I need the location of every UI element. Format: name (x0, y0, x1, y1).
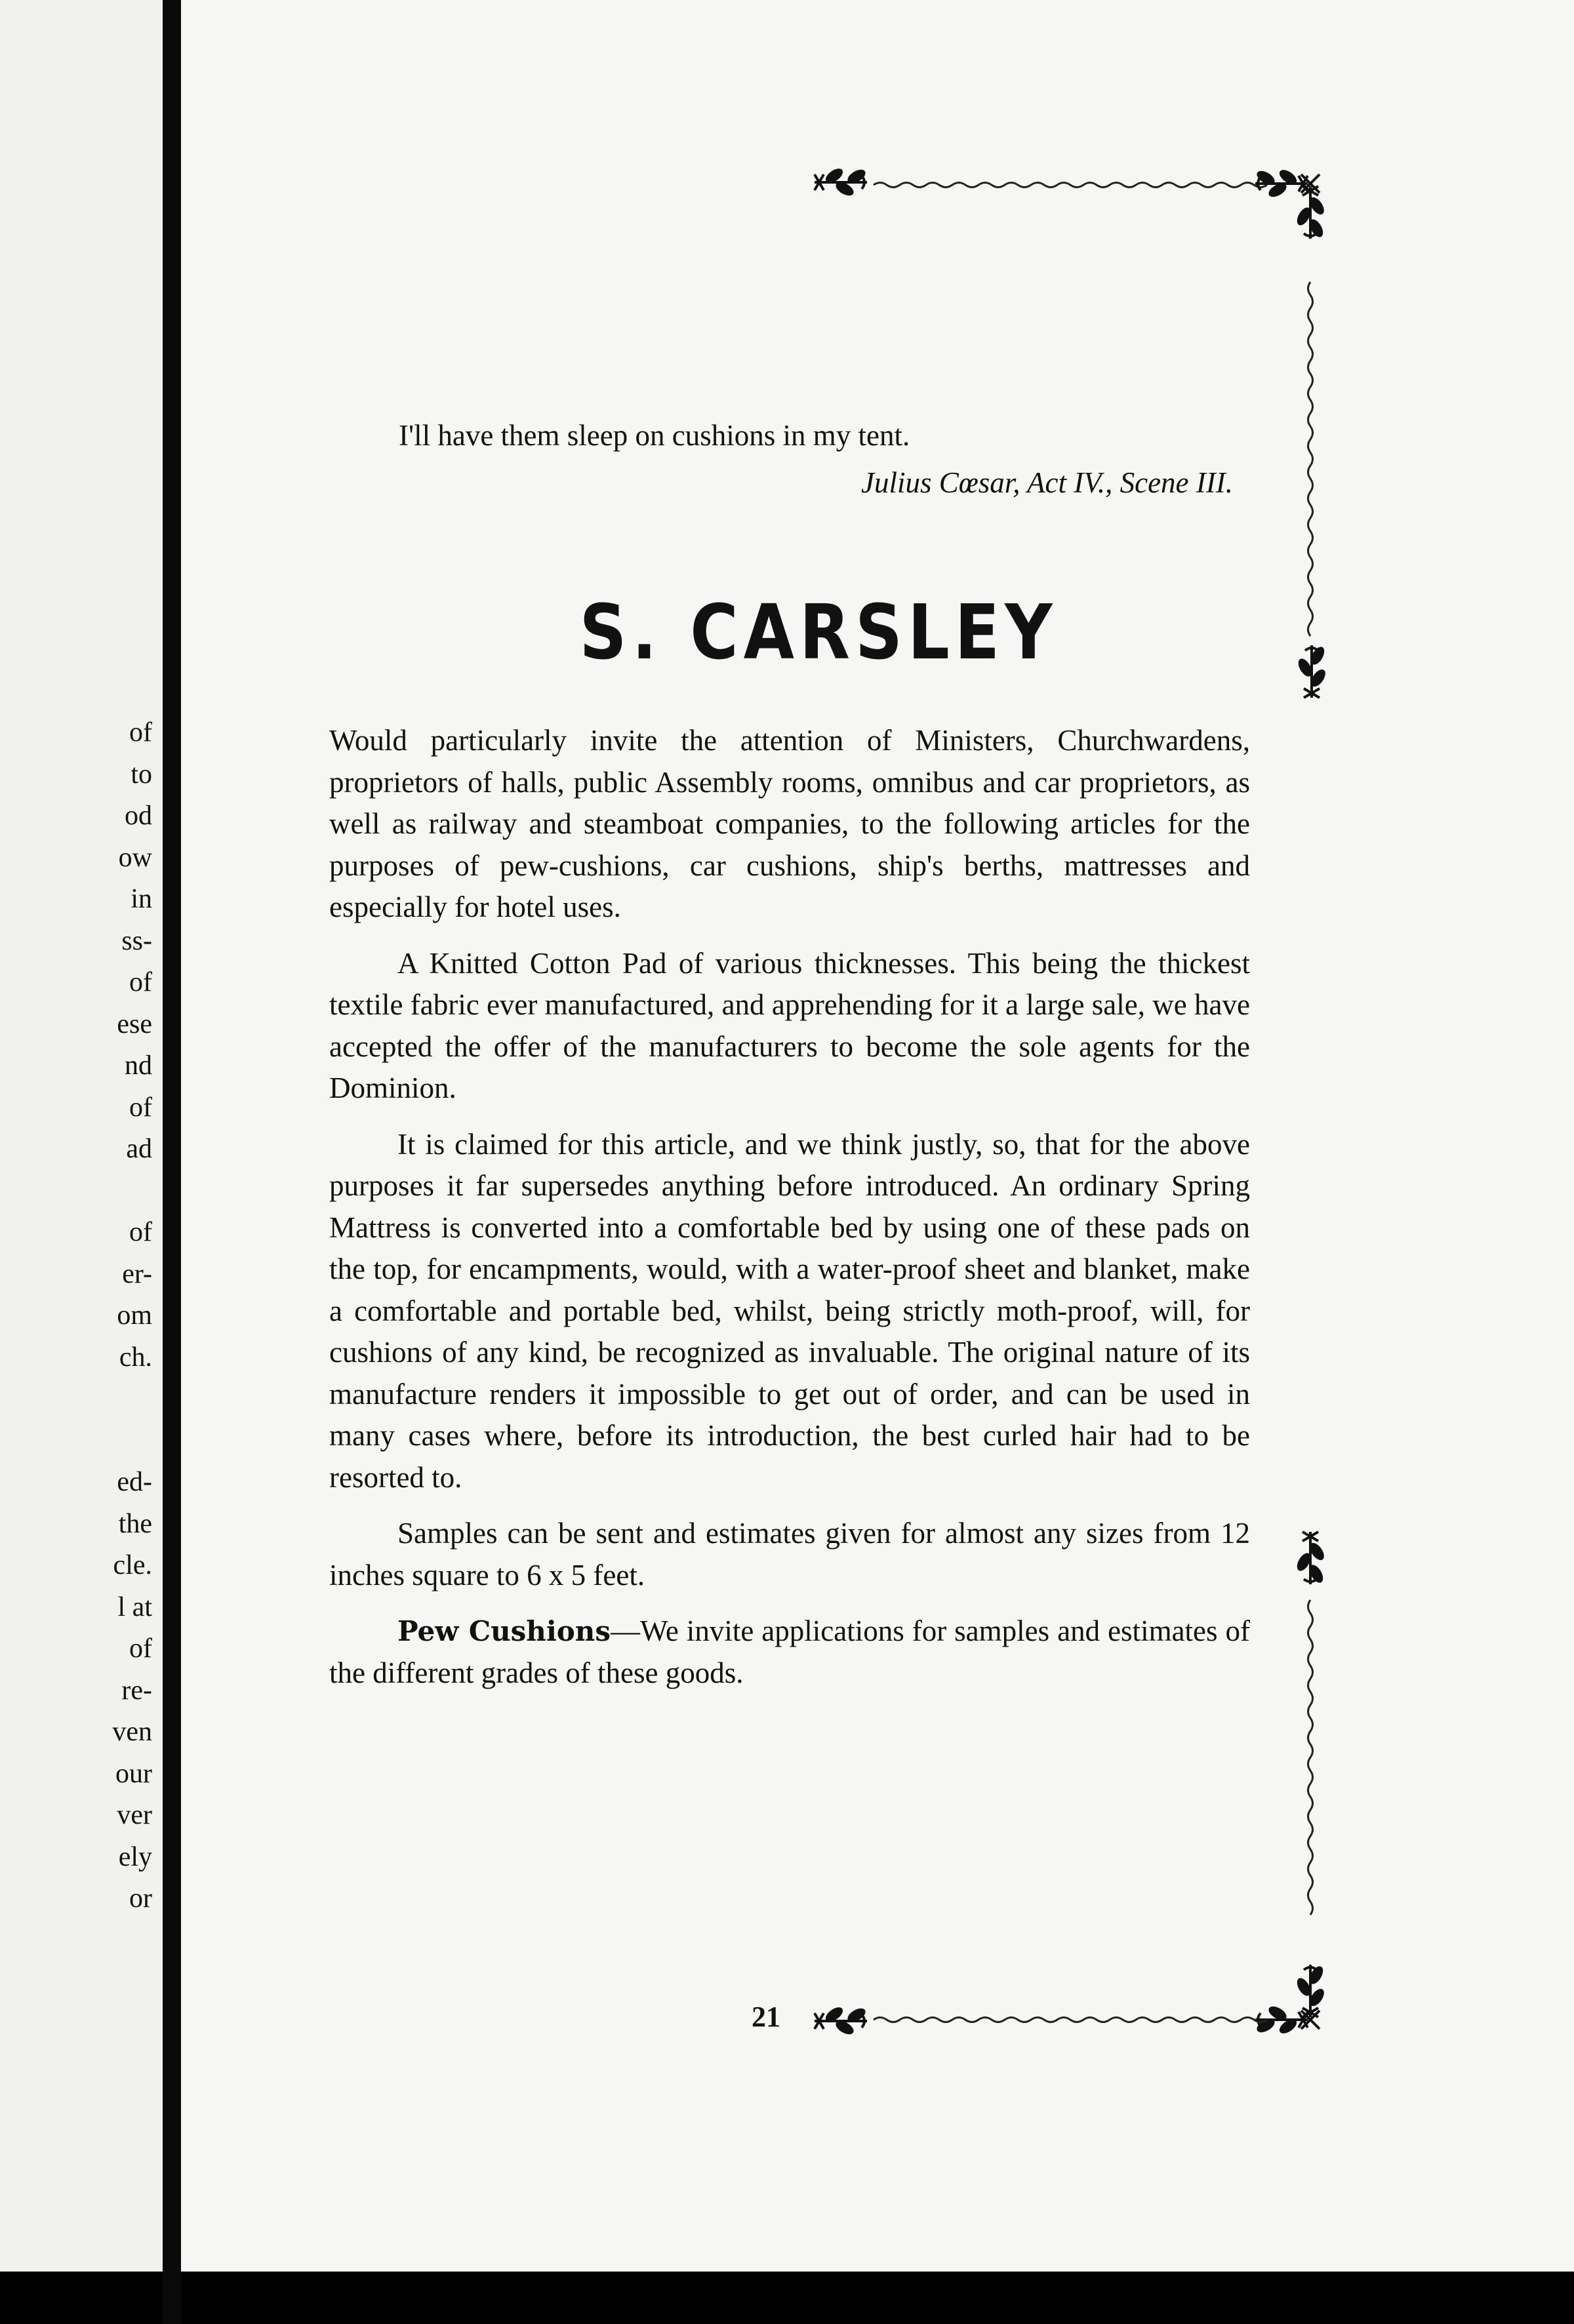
previous-page-line: ver (117, 1800, 152, 1830)
previous-page-line: ch. (119, 1342, 152, 1372)
previous-page-gap (112, 1171, 152, 1212)
previous-page-line: ad (126, 1134, 152, 1164)
previous-page-line: ven (112, 1717, 152, 1747)
pew-cushions-text: —We invite applications for samples and estimates of the different grades of these goods. (329, 1614, 1250, 1689)
pew-cushions-label: Pew Cushions (397, 1615, 611, 1647)
previous-page-line: of (129, 1217, 152, 1247)
epigraph-line: I'll have them sleep on cushions in my tent. (399, 419, 910, 452)
previous-page-line: re- (121, 1675, 152, 1706)
previous-page-line: of (129, 1633, 152, 1664)
previous-page-line: er- (122, 1258, 152, 1289)
paragraph (329, 1611, 1250, 1694)
previous-page-text (112, 712, 152, 1920)
book-spine-gutter (163, 0, 181, 2324)
previous-page-line: ss- (121, 925, 152, 956)
previous-page-line: od (125, 801, 152, 831)
previous-page-line: cle. (113, 1550, 152, 1580)
paragraph: Samples can be sent and estimates given for almost any sizes from 12 inches square to 6 x 5 feet. (329, 1517, 1250, 1592)
previous-page-line: ese (117, 1009, 152, 1039)
previous-page-line: om (117, 1300, 152, 1331)
previous-page-line: ely (118, 1841, 152, 1872)
page-title-text: S. CARSLEY (579, 588, 1058, 677)
previous-page-line: to (131, 759, 152, 790)
paragraph: It is claimed for this article, and we think justly, so, that for the above purposes it far supersedes anything before introduced. An ordinary Spring Mattress is converted into a comfortable bed by using one of these pads on the top, for encampments, would, with a water-proof sheet and blanket, make a comfortable and portable bed, whilst, being strictly moth-proof, will, for cushions of any kind, be recognized as invaluable. The original nature of its manufacture renders it impossible to get out of order, and can be used in many cases where, before its introduction, the best curled hair had to be resorted to. (329, 1127, 1250, 1494)
previous-page-line: our (115, 1758, 152, 1789)
previous-page-line: ow (118, 842, 152, 873)
previous-page-line: of (129, 717, 152, 748)
page-number: 21 (752, 2001, 780, 2033)
previous-page-line: l at (117, 1592, 152, 1622)
previous-page-line: the (118, 1508, 152, 1539)
previous-page-line: in (131, 884, 152, 914)
previous-page-gap (112, 1420, 152, 1462)
body-text (329, 720, 1250, 1708)
book-page (181, 0, 1574, 2272)
paragraph: Would particularly invite the attention of Ministers, Churchwardens, proprietors of halls, public Assembly rooms, omnibus and car proprietors, as well as railway and steamboat companies, to the following articles for the purposes of pew-cushions, car cushions, ship's berths, mattresses and especially for hotel uses. (329, 724, 1250, 923)
page-title (181, 590, 1574, 675)
previous-page-line: of (129, 1092, 152, 1123)
previous-page-line: nd (125, 1051, 152, 1081)
previous-page-line: or (129, 1883, 152, 1913)
epigraph-source: Julius Cœsar, Act IV., Scene III. (860, 466, 1233, 499)
previous-page-fragment (0, 0, 163, 2272)
epigraph (399, 412, 1448, 506)
paragraph: A Knitted Cotton Pad of various thicknesses. This being the thickest textile fabric ever manufactured, and apprehending for it a large sale, we have accepted the offer of the manufacturers to become the sole agents for the Dominion. (329, 946, 1250, 1104)
previous-page-line: ed- (117, 1467, 152, 1497)
previous-page-line: of (129, 967, 152, 997)
previous-page-gap (112, 1378, 152, 1420)
